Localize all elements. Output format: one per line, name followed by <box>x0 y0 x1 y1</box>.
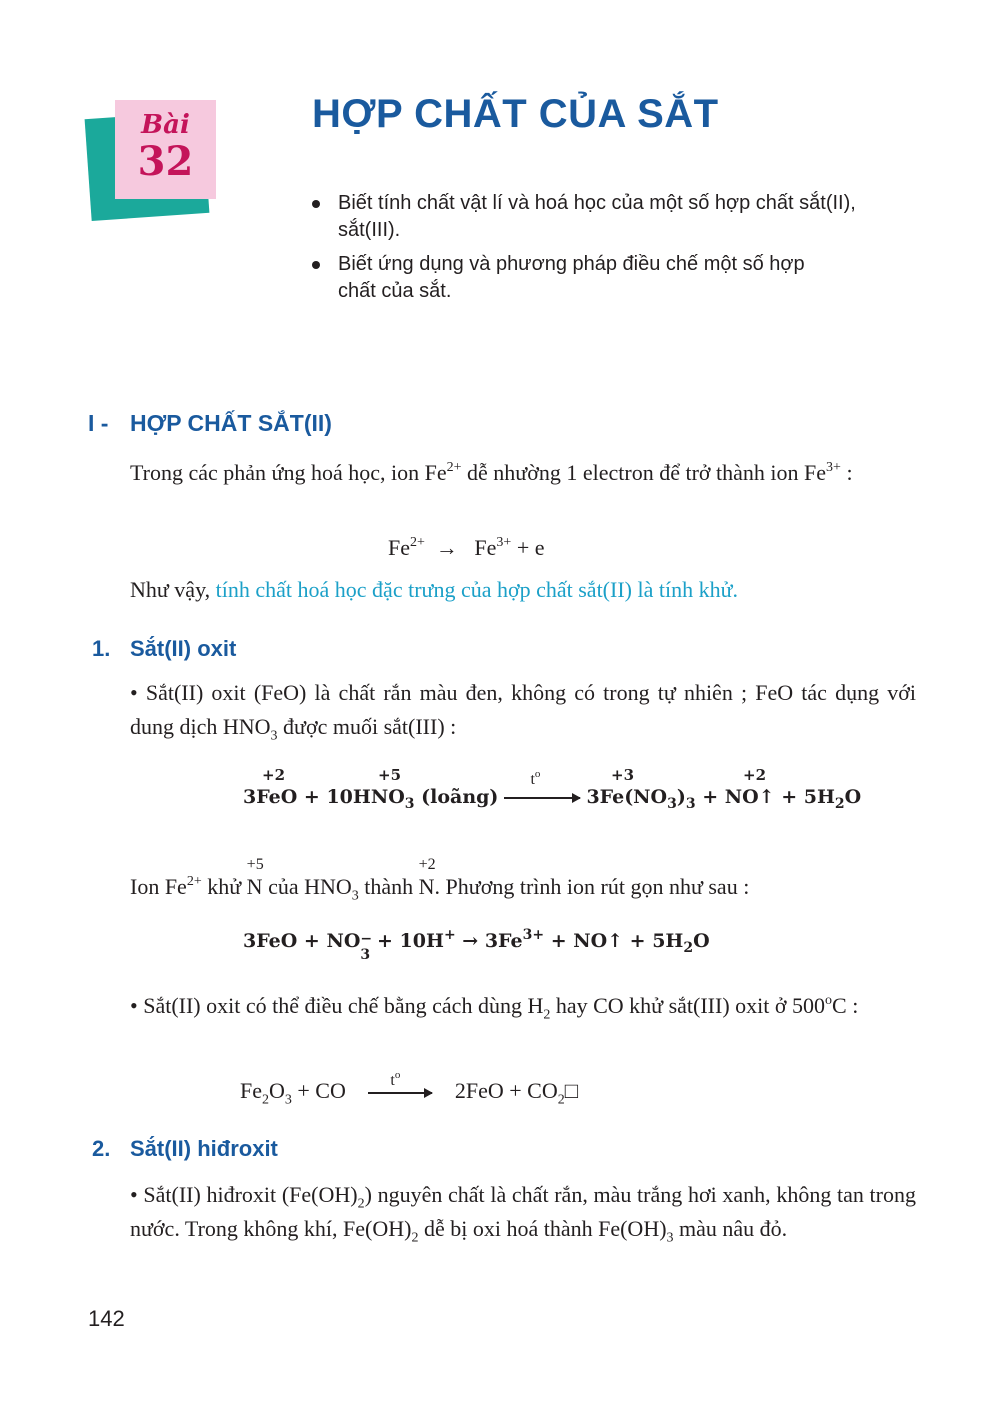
objective-item <box>312 190 878 244</box>
bullet-icon <box>312 200 320 208</box>
badge-number: 32 <box>137 138 194 185</box>
bullet-icon <box>312 261 320 269</box>
oxidation-number: +2 <box>743 766 767 784</box>
feo-hno3-reaction: $3FeO + 10HNO_3$ (loãng) $t^o$ $3Fe(NO_3)_3$ + NO↑ + $5H_2O$ <box>243 767 862 812</box>
subsection-heading: 2. Sắt(II) hiđroxit <box>92 1136 278 1161</box>
feo-paragraph: • Sắt(II) oxit (FeO) là chất rắn màu đen, không có trong tự nhiên ; FeO tác dụng với dung dịch $HNO_3$ được muối sắt(III) : <box>130 680 916 744</box>
objective-text: Biết ứng dụng và phương pháp điều chế một số hợp chất của sắt. <box>338 253 805 302</box>
oxidation-number: +5 <box>378 766 402 784</box>
oxidation-equation: $Fe^{2+}$ → $Fe^{3+} + e$ <box>388 534 545 560</box>
section-heading: I - HỢP CHẤT SẮT(II) <box>88 410 332 436</box>
page-title: HỢP CHẤT CỦA SẮT <box>312 92 719 136</box>
reaction-arrow-icon: $t^o$ <box>504 797 580 799</box>
preparation-equation: $Fe_2O_3$ + CO $t^o$ $2FeO + CO_2□$ <box>240 1068 579 1108</box>
page-number: 142 <box>88 1306 125 1331</box>
intro-paragraph: Trong các phản ứng hoá học, ion $Fe^{2+}$ dễ nhường 1 electron để trở thành ion $Fe^{3+}$ : <box>130 459 853 485</box>
oxidation-number: +3 <box>611 766 635 784</box>
feoh2-paragraph: • Sắt(II) hiđroxit $(Fe(OH)_2)$ nguyên chất là chất rắn, màu trắng hơi xanh, không tan trong nước. Trong không khí, $Fe(OH)_2$ dễ bị oxi hoá thành $Fe(OH)_3$ màu nâu đỏ. <box>130 1182 916 1246</box>
feo-preparation-paragraph: • Sắt(II) oxit có thể điều chế bằng cách dùng $H_2$ hay CO khử sắt(III) oxit ở 500$^o$C : <box>130 992 859 1023</box>
ionic-equation: 3FeO + NO − 3 + $10H^+ \to 3Fe^{3+}$ + NO↑ + $5H_2O$ <box>243 926 710 963</box>
subsection-heading: 1. Sắt(II) oxit <box>92 636 237 661</box>
objective-item <box>312 251 838 305</box>
key-property-highlight: tính chất hoá học đặc trưng của hợp chất sắt(II) là tính khử. <box>215 577 739 602</box>
reaction-arrow-icon: $t^o$ <box>368 1092 432 1094</box>
lesson-badge <box>115 100 216 199</box>
objective-text: Biết tính chất vật lí và hoá học của một số hợp chất sắt(II), sắt(III). <box>338 192 856 241</box>
ion-reduction-line: Ion $Fe^{2+}$ khử +5 N của $HNO_3$ thành +2 N. Phương trình ion rút gọn như sau : <box>130 856 750 904</box>
conclusion-line: Như vậy, tính chất hoá học đặc trưng của hợp chất sắt(II) là tính khử. <box>130 577 739 602</box>
badge-word: Bài <box>141 110 190 140</box>
oxidation-number: +2 <box>262 766 286 784</box>
